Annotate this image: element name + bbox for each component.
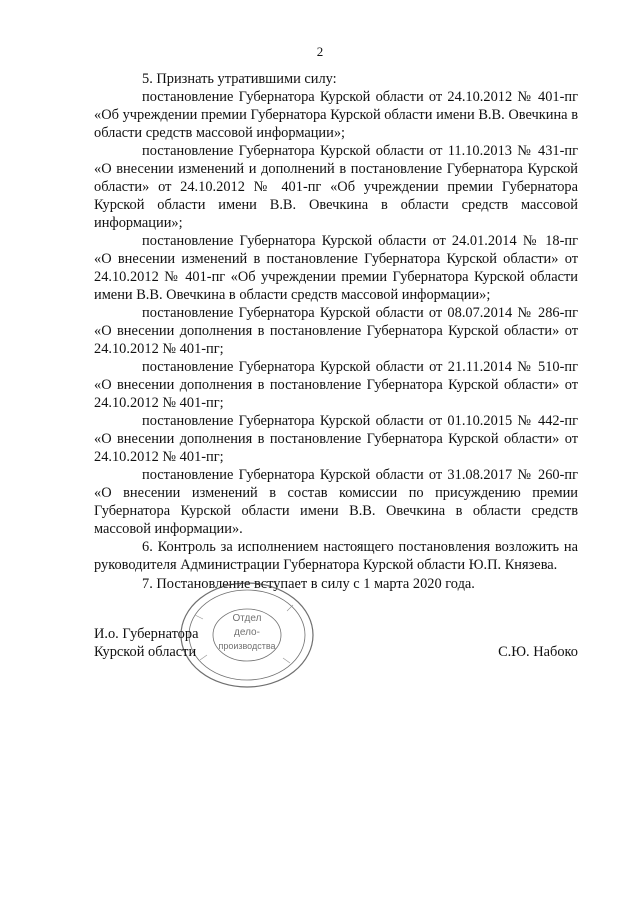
signatory-title-line-1: И.о. Губернатора — [94, 626, 199, 642]
page-number: 2 — [316, 44, 324, 59]
repealed-decree-2: постановление Губернатора Курской области от 11.10.2013 № 431-пг «О внесении изменений и дополнений в постановление Губернатора Курской области» от 24.10.2012 № 401-пг «Об учреждении премии Губернатора Курской области имени В.В. Овечкина в области средств массовой информации»; — [94, 143, 578, 231]
repealed-decree-7: постановление Губернатора Курской области от 31.08.2017 № 260-пг «О внесении изменений в состав комиссии по присуждению премии Губернатора Курской области имени В.В. Овечкина в области средств массовой информации». — [94, 467, 578, 537]
repealed-decree-5: постановление Губернатора Курской области от 21.11.2014 № 510-пг «О внесении дополнения в постановление Губернатора Курской области» от 24.10.2012 № 401-пг; — [94, 359, 578, 411]
signatory-title-line-2: Курской области — [94, 644, 197, 660]
stamp-line-1: Отдел — [232, 613, 262, 624]
repealed-decree-1: постановление Губернатора Курской области от 24.10.2012 № 401-пг «Об учреждении премии Губернатора Курской области имени В.В. Овечкина в области средств массовой информации»; — [94, 89, 578, 141]
clause-7: 7. Постановление вступает в силу с 1 марта 2020 года. — [142, 576, 475, 592]
stamp-line-2: дело- — [234, 627, 260, 638]
clause-6: 6. Контроль за исполнением настоящего постановления возложить на руководителя Администрации Губернатора Курской области Ю.П. Князева. — [94, 539, 578, 573]
signatory-name: С.Ю. Набоко — [498, 644, 578, 660]
repealed-decree-6: постановление Губернатора Курской области от 01.10.2015 № 442-пг «О внесении дополнения в постановление Губернатора Курской области» от 24.10.2012 № 401-пг; — [94, 413, 578, 465]
repealed-decree-4: постановление Губернатора Курской области от 08.07.2014 № 286-пг «О внесении дополнения в постановление Губернатора Курской области» от 24.10.2012 № 401-пг; — [94, 305, 578, 357]
stamp-line-3: производства — [218, 641, 276, 651]
repealed-decree-3: постановление Губернатора Курской области от 24.01.2014 № 18-пг «О внесении изменений в постановление Губернатора Курской области» от 24.10.2012 № 401-пг «Об учреждении премии Губернатора Курской области имени В.В. Овечкина в области средств массовой информации»; — [94, 233, 578, 303]
signatory-title — [94, 625, 198, 661]
document-body — [94, 70, 578, 593]
clause-5-heading: 5. Признать утратившими силу: — [142, 71, 337, 87]
